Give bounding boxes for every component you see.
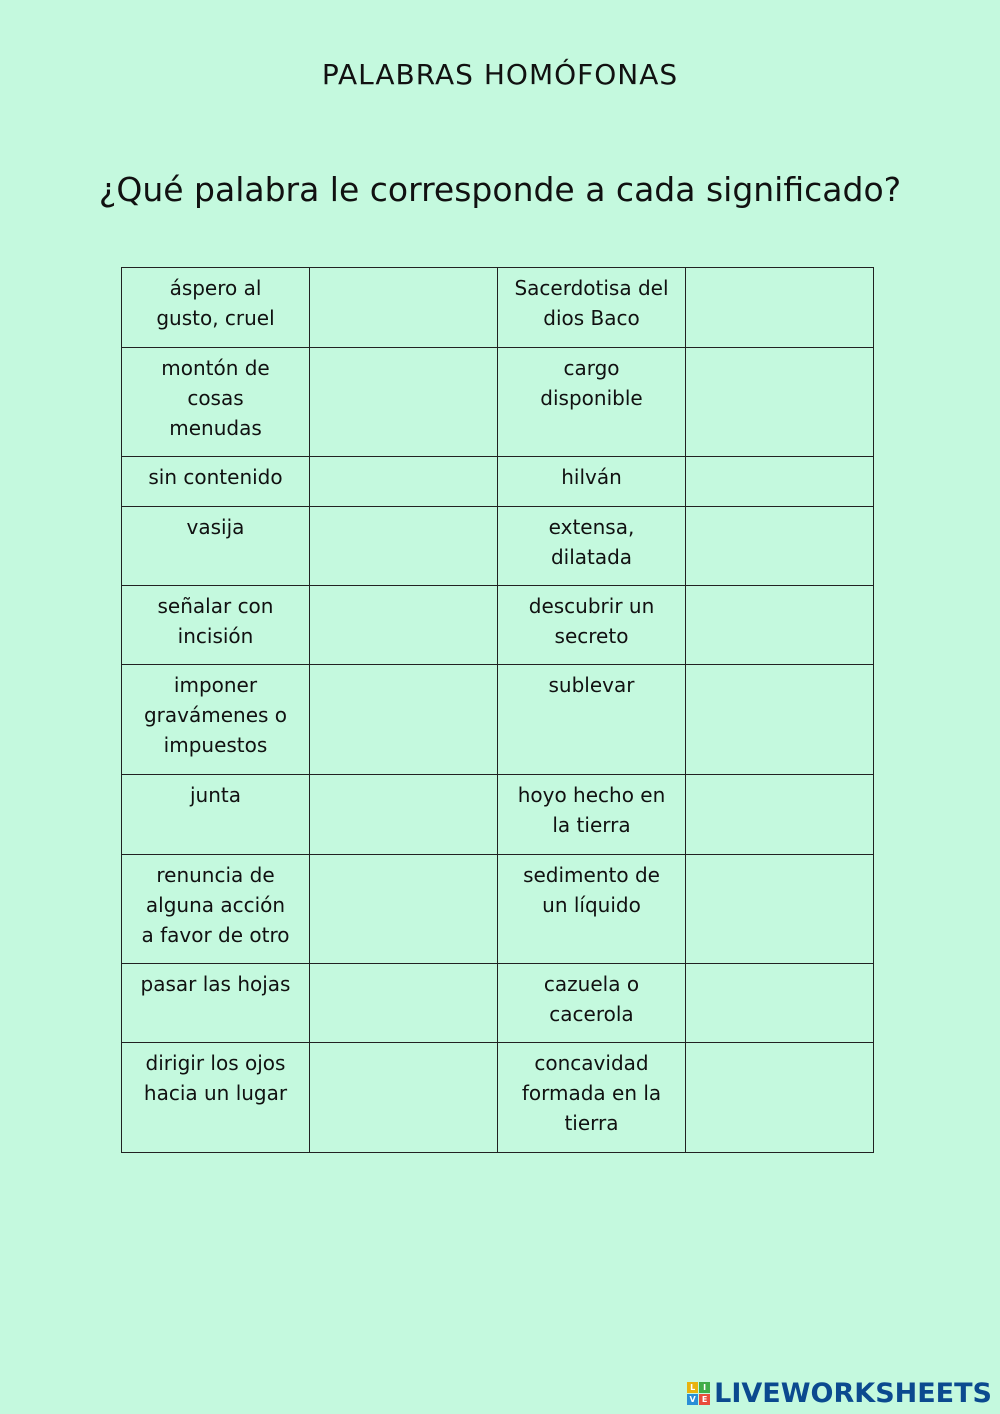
answer-cell[interactable] (686, 507, 874, 586)
answer-cell[interactable] (686, 457, 874, 507)
answer-cell[interactable] (686, 665, 874, 775)
definition-cell (122, 507, 310, 586)
brand-name: LIVEWORKSHEETS (714, 1377, 992, 1409)
definition-cell (498, 1043, 686, 1153)
table-row (122, 507, 874, 586)
answer-cell[interactable] (686, 268, 874, 348)
definition-text: cazuela o cacerola (543, 972, 640, 1026)
definition-text: hilván (561, 465, 622, 489)
answer-input[interactable] (686, 509, 877, 535)
definition-cell (498, 586, 686, 665)
answer-input[interactable] (686, 1045, 877, 1071)
table-row (122, 586, 874, 665)
logo-letter: V (687, 1394, 698, 1405)
answer-cell[interactable] (310, 665, 498, 775)
definition-text: pasar las hojas (140, 972, 291, 996)
definition-cell (122, 1043, 310, 1153)
definition-text: extensa, dilatada (548, 515, 635, 569)
definition-cell (498, 855, 686, 964)
liveworksheets-logo (687, 1378, 992, 1408)
logo-letter: I (699, 1382, 710, 1393)
definition-cell (122, 775, 310, 855)
answer-cell[interactable] (310, 268, 498, 348)
answer-cell[interactable] (310, 775, 498, 855)
definition-text: renuncia de alguna acción a favor de otro (141, 863, 290, 947)
answer-input[interactable] (686, 777, 877, 803)
answer-cell[interactable] (310, 457, 498, 507)
definition-text: montón de cosas menudas (161, 356, 270, 440)
logo-letter: E (699, 1394, 710, 1405)
answer-input[interactable] (310, 459, 501, 485)
answer-input[interactable] (310, 667, 501, 693)
answer-cell[interactable] (310, 1043, 498, 1153)
answer-cell[interactable] (686, 586, 874, 665)
definition-text: Sacerdotisa del dios Baco (514, 276, 669, 330)
definitions-table (121, 267, 874, 1153)
definition-text: junta (189, 783, 241, 807)
table-row (122, 964, 874, 1043)
answer-input[interactable] (310, 1045, 501, 1071)
answer-cell[interactable] (686, 855, 874, 964)
definition-cell (498, 775, 686, 855)
definition-cell (122, 348, 310, 457)
definition-text: concavidad formada en la tierra (521, 1051, 662, 1135)
answer-input[interactable] (310, 966, 501, 992)
table-row (122, 775, 874, 855)
answer-cell[interactable] (686, 348, 874, 457)
answer-cell[interactable] (686, 1043, 874, 1153)
answer-input[interactable] (310, 588, 501, 614)
definition-cell (498, 457, 686, 507)
answer-input[interactable] (686, 350, 877, 376)
worksheet-question: ¿Qué palabra le corresponde a cada significado? (98, 170, 902, 209)
definition-cell (498, 665, 686, 775)
answer-input[interactable] (686, 857, 877, 883)
table-row (122, 268, 874, 348)
worksheet-title: PALABRAS HOMÓFONAS (321, 58, 679, 91)
definition-text: vasija (186, 515, 245, 539)
answer-input[interactable] (310, 509, 501, 535)
answer-input[interactable] (686, 459, 877, 485)
answer-input[interactable] (310, 857, 501, 883)
table-row (122, 665, 874, 775)
definition-text: áspero al gusto, cruel (156, 276, 275, 330)
definition-text: descubrir un secreto (528, 594, 655, 648)
answer-input[interactable] (310, 270, 501, 296)
liveworksheets-logo-icon (687, 1382, 710, 1405)
answer-cell[interactable] (310, 348, 498, 457)
table-row (122, 348, 874, 457)
definition-cell (498, 964, 686, 1043)
definition-cell (498, 507, 686, 586)
answer-input[interactable] (686, 270, 877, 296)
table-row (122, 855, 874, 964)
definition-cell (122, 855, 310, 964)
answer-cell[interactable] (686, 964, 874, 1043)
table-row (122, 457, 874, 507)
definition-cell (122, 457, 310, 507)
definition-cell (498, 348, 686, 457)
definition-cell (498, 268, 686, 348)
definition-text: sin contenido (148, 465, 283, 489)
definition-cell (122, 586, 310, 665)
answer-input[interactable] (686, 966, 877, 992)
answer-input[interactable] (686, 667, 877, 693)
definition-text: hoyo hecho en la tierra (517, 783, 666, 837)
definition-text: imponer gravámenes o impuestos (143, 673, 288, 757)
answer-input[interactable] (310, 777, 501, 803)
definition-text: sedimento de un líquido (523, 863, 660, 917)
answer-cell[interactable] (310, 586, 498, 665)
definition-cell (122, 964, 310, 1043)
logo-letter: L (687, 1382, 698, 1393)
definition-text: dirigir los ojos hacia un lugar (143, 1051, 288, 1105)
definition-text: sublevar (548, 673, 635, 697)
answer-cell[interactable] (310, 964, 498, 1043)
definition-cell (122, 268, 310, 348)
definition-text: cargo disponible (540, 356, 643, 410)
answer-cell[interactable] (310, 507, 498, 586)
answer-cell[interactable] (310, 855, 498, 964)
table-row (122, 1043, 874, 1153)
answer-input[interactable] (686, 588, 877, 614)
definition-cell (122, 665, 310, 775)
answer-input[interactable] (310, 350, 501, 376)
definition-text: señalar con incisión (157, 594, 274, 648)
answer-cell[interactable] (686, 775, 874, 855)
